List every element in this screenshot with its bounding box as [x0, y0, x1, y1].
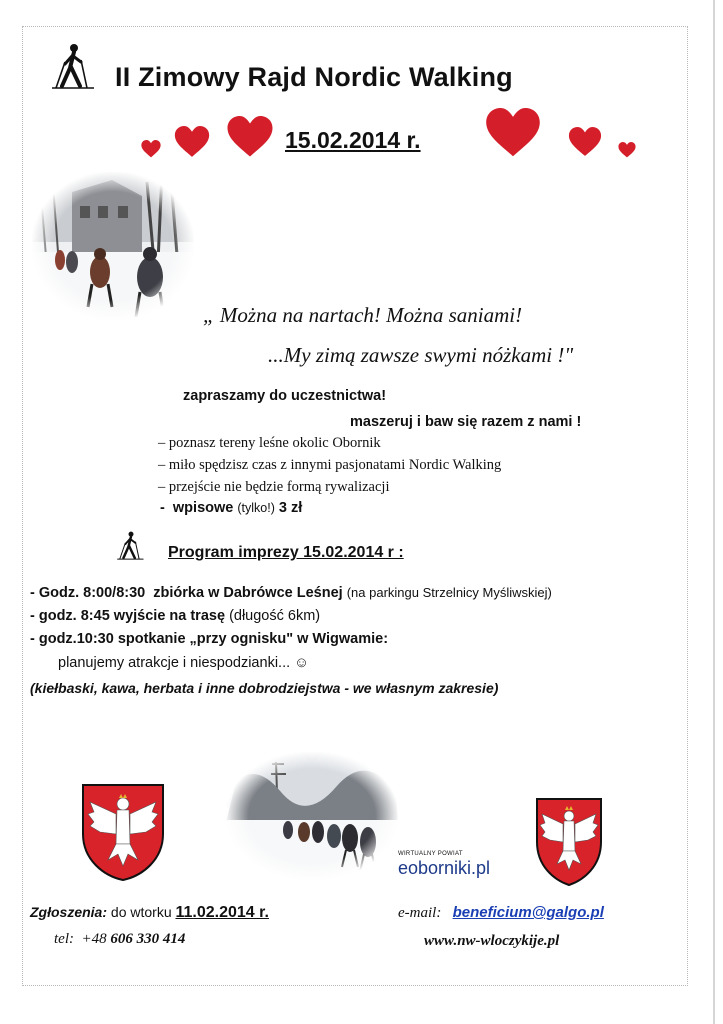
program-item — [30, 631, 388, 647]
email-info — [398, 904, 604, 922]
quote-line-1: „ Można na nartach! Można saniami! — [203, 303, 523, 327]
heart-icon — [172, 126, 212, 158]
program-text: - godz.10:30 spotkanie „przy ognisku" w Wigwamie: — [30, 631, 389, 647]
program-item — [30, 585, 552, 601]
heart-icon — [140, 140, 162, 158]
group-walk-photo — [226, 752, 398, 880]
program-item — [30, 608, 320, 624]
heart-icon — [617, 142, 637, 158]
phone-number: 606 330 414 — [110, 931, 186, 947]
scan-edge — [713, 0, 715, 1024]
phone-label: tel: — [54, 931, 74, 947]
program-note: (na parkingu Strzelnicy Myśliwskiej) — [346, 585, 552, 600]
signup-info — [30, 904, 269, 922]
heart-icon — [566, 127, 604, 157]
program-text: zbiórka w Dabrówce Leśnej — [153, 585, 343, 601]
phone-info — [54, 931, 185, 948]
event-title: II Zimowy Rajd Nordic Walking — [115, 62, 513, 92]
program-time: - godz. 8:45 wyjście na trasę — [30, 608, 226, 624]
fee-note: (tylko!) — [237, 501, 275, 515]
nordic-walker-icon — [116, 530, 146, 562]
signup-date: 11.02.2014 r. — [175, 904, 269, 921]
phone-prefix: +48 — [81, 931, 107, 947]
invite-line-1: zapraszamy do uczestnictwa! — [183, 388, 387, 404]
quote-line-2: ...My zimą zawsze swymi nóżkami !" — [268, 343, 574, 367]
benefit-item: – miło spędzisz czas z innymi pasjonatami Nordic Walking — [158, 457, 502, 473]
nordic-walker-icon — [50, 42, 98, 92]
signup-text: do wtorku — [110, 904, 172, 920]
portal-logo: eoborniki.pl — [398, 858, 491, 878]
email-link[interactable]: beneficium@galgo.pl — [452, 904, 604, 921]
program-note: (długość 6km) — [229, 608, 321, 624]
fee-label: wpisowe — [172, 500, 234, 516]
program-time: - Godz. 8:00/8:30 — [30, 585, 146, 601]
website-link[interactable]: www.nw-wloczykije.pl — [424, 933, 560, 949]
heart-icon — [224, 116, 276, 158]
portal-tag: WIRTUALNY POWIAT — [398, 851, 463, 857]
event-date: 15.02.2014 r. — [285, 127, 421, 153]
email-label: e-mail: — [398, 905, 442, 921]
winter-walk-photo — [32, 172, 194, 320]
fee-value: 3 zł — [278, 500, 303, 516]
entry-fee — [160, 500, 302, 516]
benefit-item: – przejście nie będzie formą rywalizacji — [158, 479, 390, 495]
heart-icon — [480, 108, 546, 158]
program-subitem: planujemy atrakcje i niespodzianki... ☺ — [58, 655, 309, 671]
fee-prefix: - — [160, 500, 165, 516]
invite-line-2: maszeruj i baw się razem z nami ! — [350, 414, 582, 430]
coat-of-arms-icon — [534, 796, 604, 888]
program-footnote: (kiełbaski, kawa, herbata i inne dobrodziejstwa - we własnym zakresie) — [30, 680, 499, 696]
benefit-item: – poznasz tereny leśne okolic Obornik — [158, 435, 381, 451]
coat-of-arms-icon — [80, 782, 166, 882]
signup-label: Zgłoszenia: — [30, 904, 108, 920]
program-title: Program imprezy 15.02.2014 r : — [168, 544, 404, 561]
